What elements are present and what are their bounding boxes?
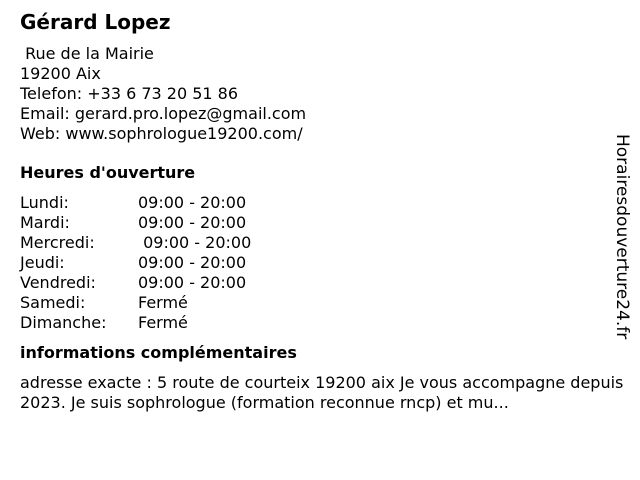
additional-info-text: adresse exacte : 5 route de courteix 19200 aix Je vous accompagne depuis 2023. Je suis sophrologue (formation reconnue rncp) et mu... <box>20 373 624 412</box>
hours-row-saturday <box>20 293 610 313</box>
additional-info-heading: informations complémentaires <box>20 343 297 362</box>
email-address: Email: gerard.pro.lopez@gmail.com <box>20 104 307 123</box>
website: Web: www.sophrologue19200.com/ <box>20 124 303 143</box>
time-value: 09:00 - 20:00 <box>138 193 247 212</box>
hours-row-friday <box>20 273 610 293</box>
address-street: Rue de la Mairie <box>20 44 154 63</box>
hours-row-wednesday <box>20 233 610 253</box>
business-name: Gérard Lopez <box>20 10 171 34</box>
time-value: Fermé <box>138 293 188 312</box>
time-value: Fermé <box>138 313 188 332</box>
day-label: Mardi: <box>20 213 70 232</box>
day-label: Samedi: <box>20 293 86 312</box>
hours-row-tuesday <box>20 213 610 233</box>
hours-row-sunday <box>20 313 610 333</box>
time-value: 09:00 - 20:00 <box>138 233 252 252</box>
day-label: Jeudi: <box>20 253 65 272</box>
day-label: Dimanche: <box>20 313 107 332</box>
day-label: Vendredi: <box>20 273 96 292</box>
site-watermark: Horairesdouverture24.fr <box>612 134 632 340</box>
time-value: 09:00 - 20:00 <box>138 253 247 272</box>
opening-hours-heading: Heures d'ouverture <box>20 163 196 182</box>
hours-row-monday <box>20 193 610 213</box>
time-value: 09:00 - 20:00 <box>138 213 247 232</box>
day-label: Mercredi: <box>20 233 95 252</box>
address-city: 19200 Aix <box>20 64 101 83</box>
phone-number: Telefon: +33 6 73 20 51 86 <box>20 84 239 103</box>
time-value: 09:00 - 20:00 <box>138 273 247 292</box>
hours-row-thursday <box>20 253 610 273</box>
day-label: Lundi: <box>20 193 69 212</box>
